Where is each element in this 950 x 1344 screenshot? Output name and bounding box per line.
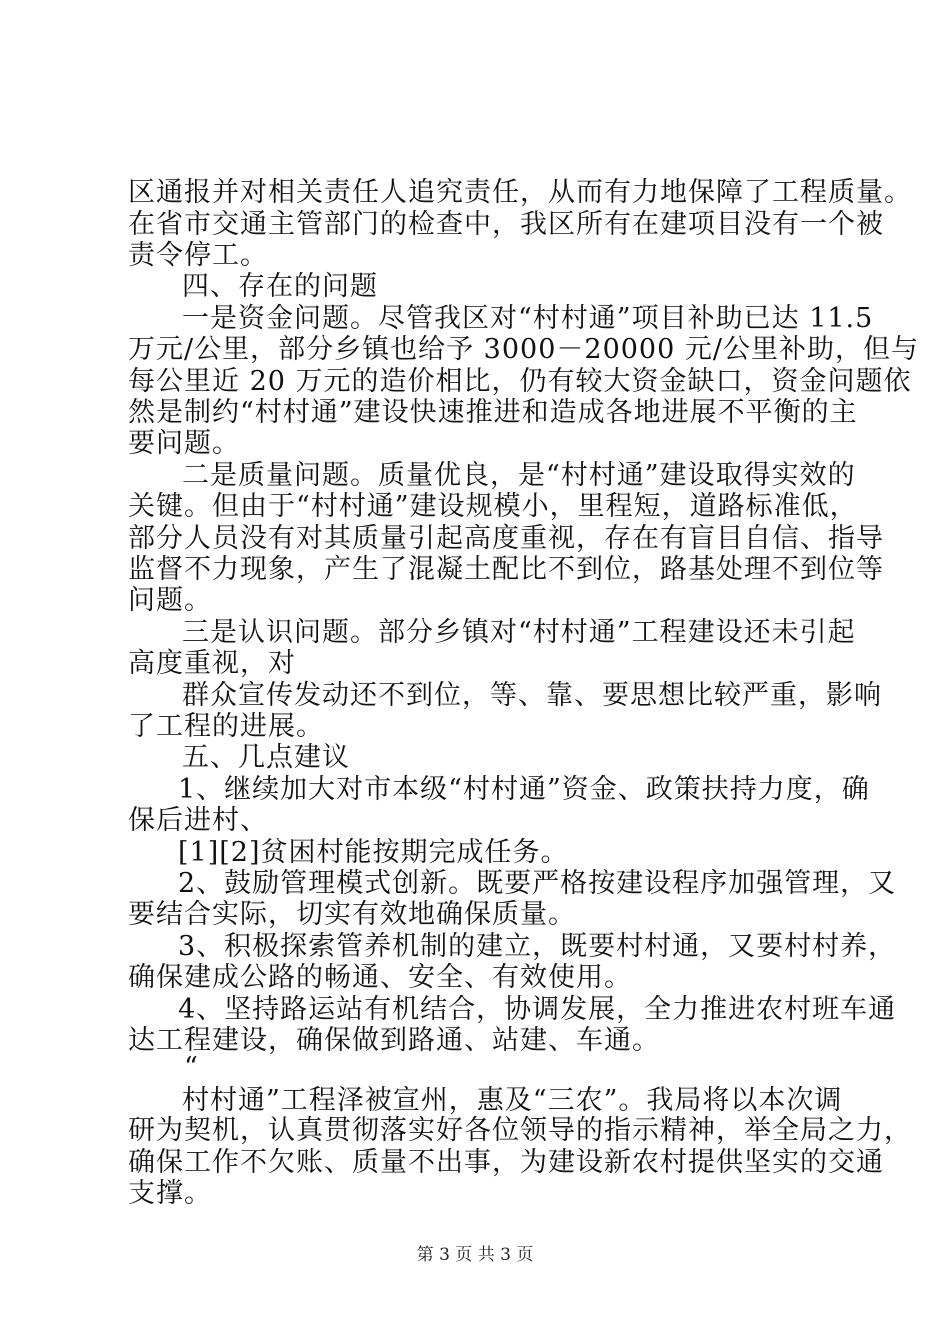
text-line: 了工程的进展。 xyxy=(128,711,324,742)
text-line: 万元/公里，部分乡镇也给予 3000－20000 元/公里补助，但与 xyxy=(128,334,919,365)
text-line: 群众宣传发动还不到位，等、靠、要思想比较严重，影响 xyxy=(182,680,882,711)
text-line: 一是资金问题。尽管我区对“村村通”项目补助已达 11.5 xyxy=(182,303,874,334)
text-line: “ xyxy=(184,1052,199,1083)
text-line: 在省市交通主管部门的检查中，我区所有在建项目没有一个被 xyxy=(128,209,884,240)
text-line: 1、继续加大对市本级“村村通”资金、政策扶持力度，确 xyxy=(178,774,870,805)
text-line: 2、鼓励管理模式创新。既要严格按建设程序加强管理，又 xyxy=(178,868,897,899)
page-footer: 第 3 页 共 3 页 xyxy=(416,1245,534,1265)
text-line: 然是制约“村村通”建设快速推进和造成各地进展不平衡的主 xyxy=(128,397,858,428)
text-line: 部分人员没有对其质量引起高度重视，存在有盲目自信、指导 xyxy=(128,523,884,554)
text-line: [1][2]贫困村能按期完成任务。 xyxy=(178,837,569,868)
text-line: 关键。但由于“村村通”建设规模小，里程短，道路标准低， xyxy=(128,491,858,522)
text-line: 要结合实际，切实有效地确保质量。 xyxy=(128,899,576,930)
text-line: 责令停工。 xyxy=(128,240,268,271)
text-line: 确保建成公路的畅通、安全、有效使用。 xyxy=(128,962,632,993)
text-line: 问题。 xyxy=(128,585,212,616)
text-line: 要问题。 xyxy=(128,428,240,459)
section-heading: 五、几点建议 xyxy=(182,742,350,773)
text-line: 区通报并对相关责任人追究责任，从而有力地保障了工程质量。 xyxy=(128,177,912,208)
text-line: 确保工作不欠账、质量不出事，为建设新农村提供坚实的交通 xyxy=(128,1147,884,1178)
text-line: 村村通”工程泽被宣州，惠及“三农”。我局将以本次调 xyxy=(182,1085,843,1116)
text-line: 三是认识问题。部分乡镇对“村村通”工程建设还未引起 xyxy=(182,617,856,648)
text-line: 监督不力现象，产生了混凝土配比不到位，路基处理不到位等 xyxy=(128,554,884,585)
text-line: 3、积极探索管养机制的建立，既要村村通，又要村村养， xyxy=(178,931,897,962)
text-line: 达工程建设，确保做到路通、站建、车通。 xyxy=(128,1025,660,1056)
text-line: 每公里近 20 万元的造价相比，仍有较大资金缺口，资金问题依 xyxy=(128,366,912,397)
text-line: 二是质量问题。质量优良，是“村村通”建设取得实效的 xyxy=(182,460,856,491)
text-line: 保后进村、 xyxy=(128,805,268,836)
text-line: 支撑。 xyxy=(128,1178,212,1209)
text-line: 高度重视，对 xyxy=(128,648,296,679)
text-line: 4、坚持路运站有机结合，协调发展，全力推进农村班车通 xyxy=(178,994,897,1025)
text-line: 研为契机，认真贯彻落实好各位领导的指示精神，举全局之力， xyxy=(128,1115,912,1146)
section-heading: 四、存在的问题 xyxy=(182,271,378,302)
